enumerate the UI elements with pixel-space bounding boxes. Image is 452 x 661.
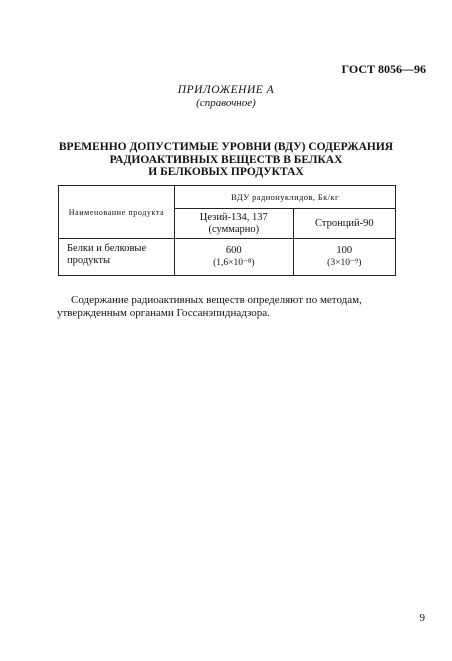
method-note: Содержание радиоактивных веществ определяют по методам, утвержденным органами Госсанэпиднадзора. bbox=[57, 294, 362, 319]
row-product-name: Белки и белковые продукты bbox=[59, 239, 175, 276]
strontium-value: 100 bbox=[336, 245, 353, 256]
header-cesium-line-2: (суммарно) bbox=[208, 223, 260, 235]
cesium-exponent: (1,6×10⁻⁸) bbox=[213, 258, 255, 268]
title-line-2: РАДИОАКТИВНЫХ ВЕЩЕСТВ В БЕЛКАХ bbox=[109, 153, 343, 166]
header-cesium-line-1: Цезий-134, 137 bbox=[199, 211, 268, 223]
title-line-3: И БЕЛКОВЫХ ПРОДУКТАХ bbox=[148, 166, 304, 178]
header-cesium bbox=[175, 209, 294, 239]
strontium-exponent: (3×10⁻⁹) bbox=[327, 258, 362, 268]
header-strontium: Стронций-90 bbox=[293, 209, 395, 239]
header-vdu-group: ВДУ радионуклидов, Бк/кг bbox=[175, 186, 396, 209]
appendix-heading bbox=[0, 84, 452, 110]
table-header-row-1 bbox=[59, 186, 396, 209]
limits-table bbox=[58, 185, 396, 276]
page-number: 9 bbox=[419, 612, 425, 624]
row-strontium-value bbox=[293, 239, 395, 276]
cesium-value: 600 bbox=[225, 245, 242, 256]
document-code: ГОСТ 8056—96 bbox=[341, 62, 426, 76]
title-line-1: ВРЕМЕННО ДОПУСТИМЫЕ УРОВНИ (ВДУ) СОДЕРЖАНИЯ bbox=[58, 141, 394, 153]
row-cesium-value bbox=[175, 239, 294, 276]
table-title bbox=[30, 141, 422, 179]
header-product-name: Наименование продукта bbox=[59, 186, 175, 239]
appendix-type: (справочное) bbox=[196, 97, 256, 109]
appendix-label: ПРИЛОЖЕНИЕ А bbox=[177, 84, 275, 96]
table-row bbox=[59, 239, 396, 276]
